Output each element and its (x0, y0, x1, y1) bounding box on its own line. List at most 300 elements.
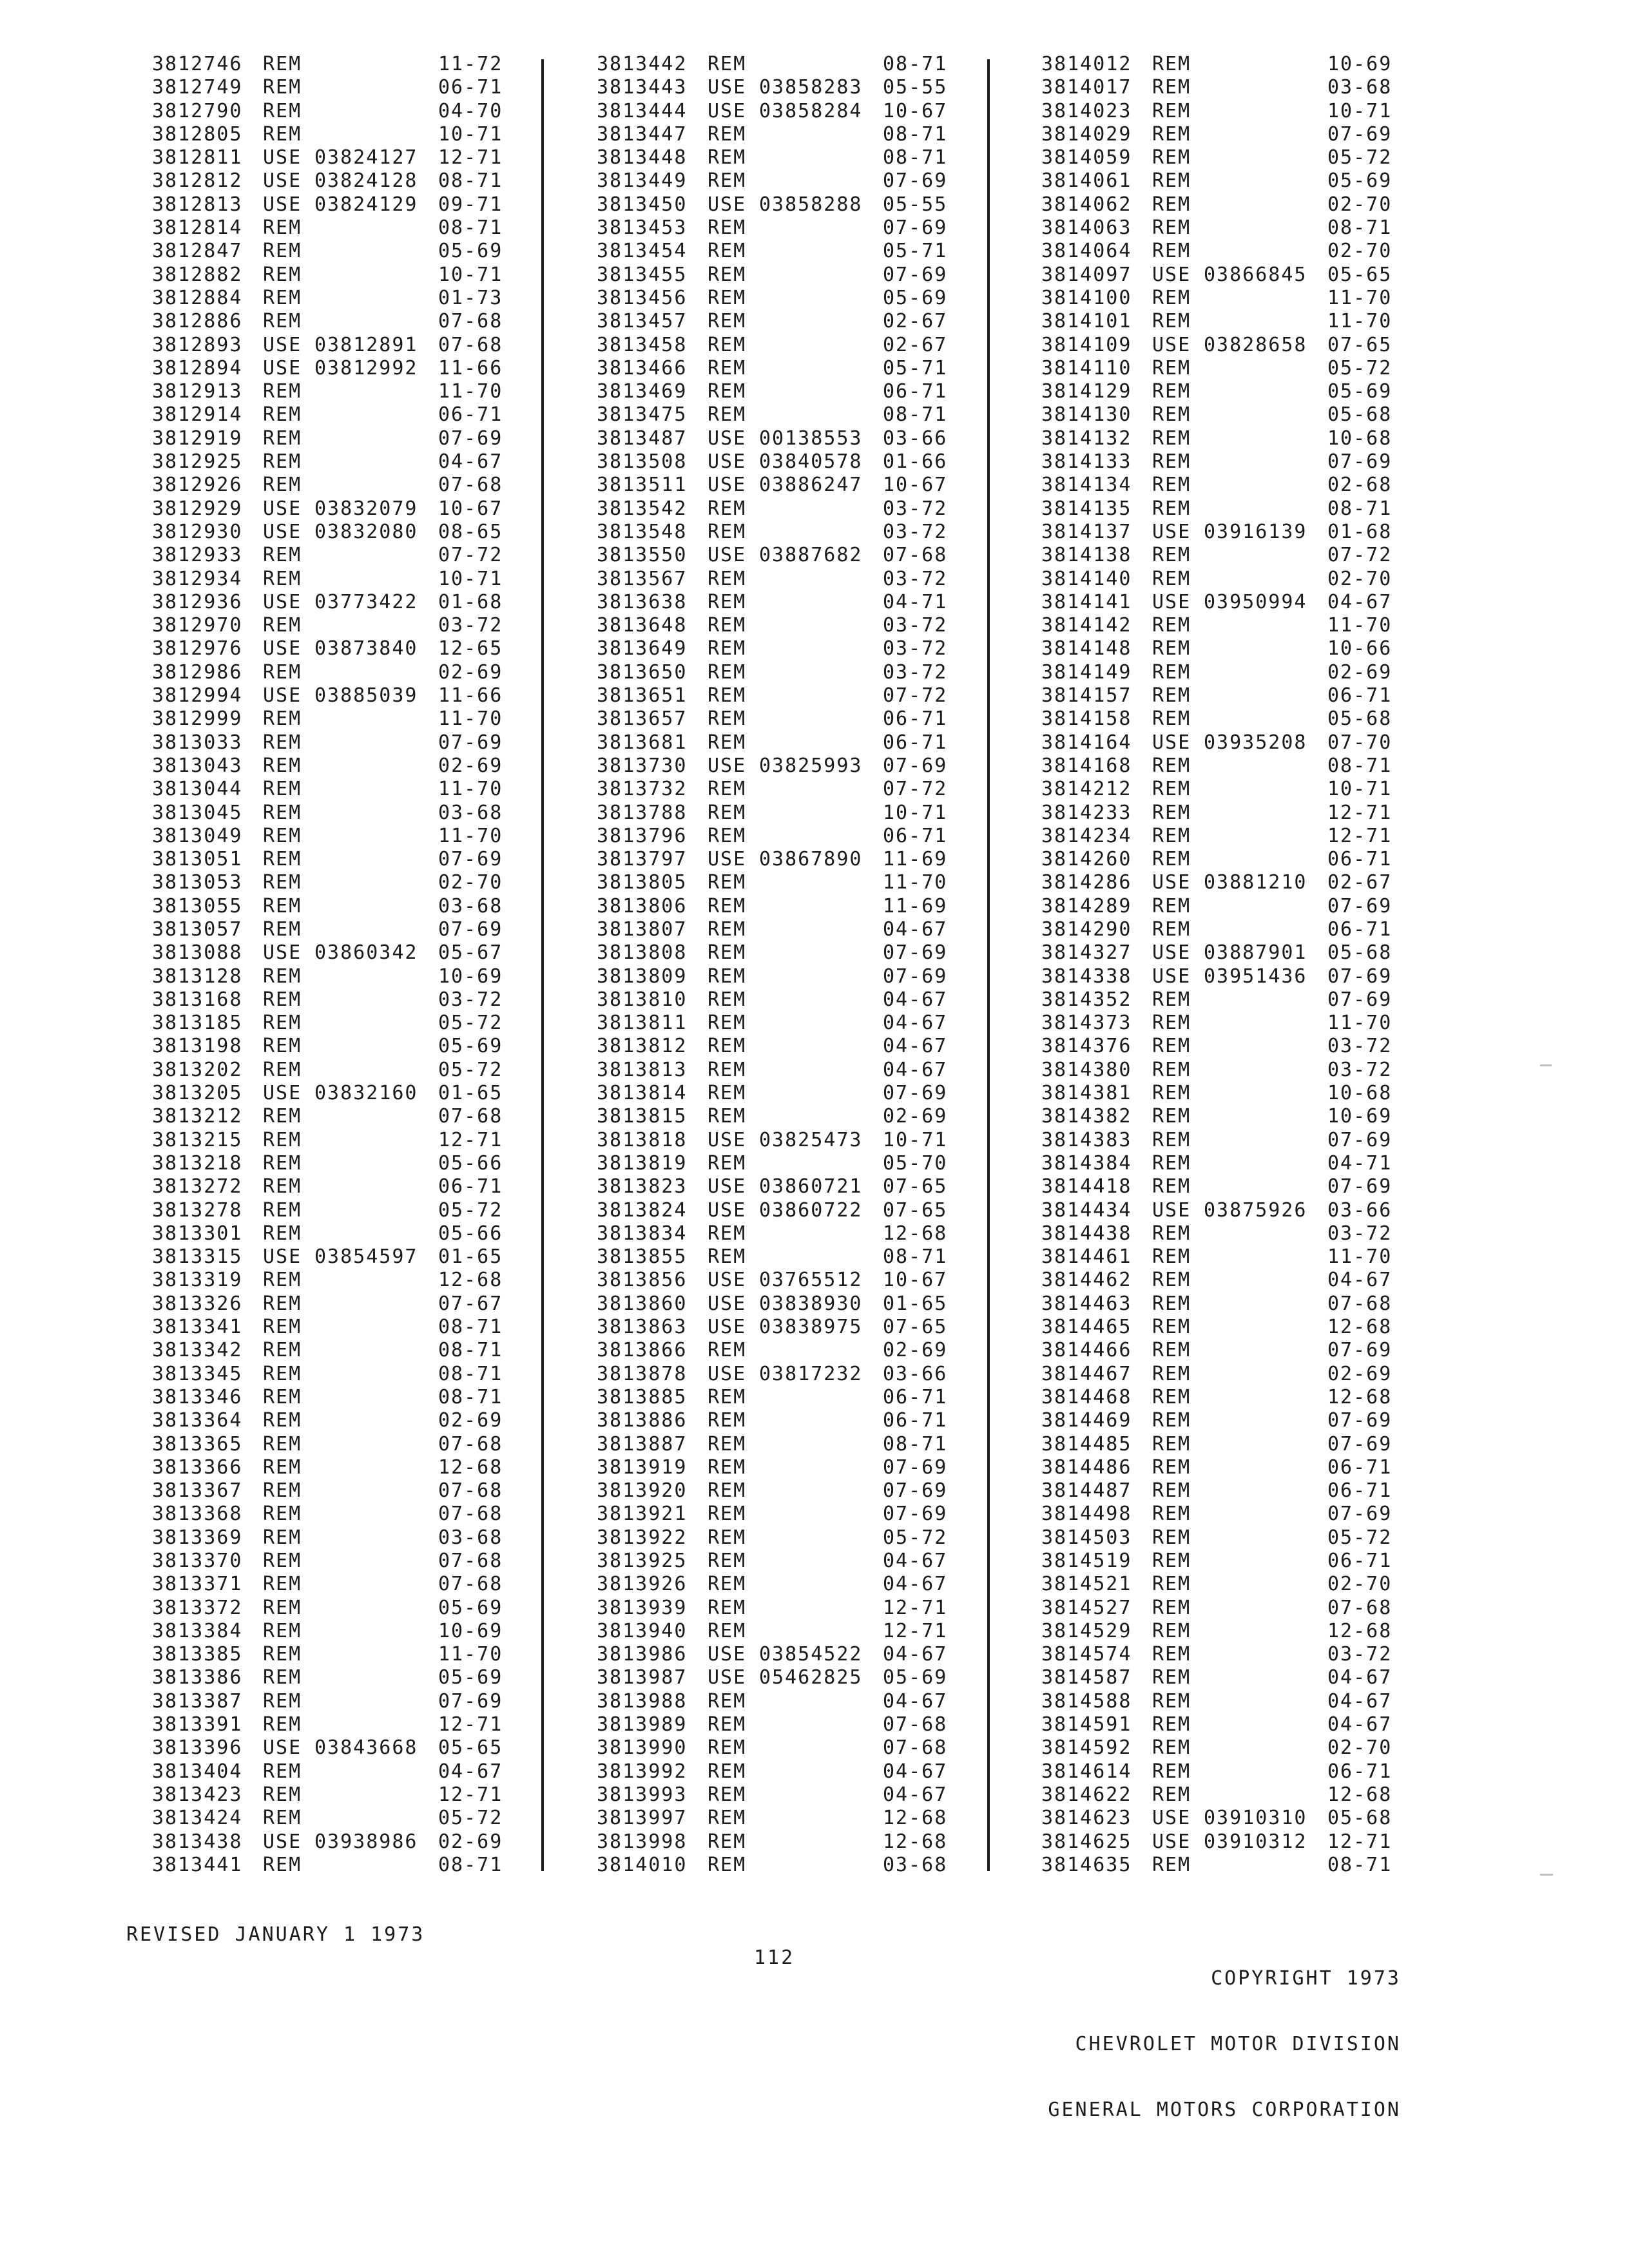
effective-date: 07-69 (1327, 1339, 1393, 1362)
action-code: REM (1152, 1105, 1191, 1128)
action-code: REM (263, 1292, 302, 1315)
effective-date: 02-67 (883, 310, 948, 333)
part-number: 3814290 (1041, 918, 1132, 941)
effective-date: 02-67 (883, 333, 948, 356)
effective-date: 08-71 (438, 1339, 503, 1362)
part-number: 3813341 (152, 1316, 243, 1339)
part-number: 3813051 (152, 848, 243, 871)
part-number: 3813998 (597, 1830, 688, 1853)
action-code: USE (1152, 263, 1191, 286)
part-number: 3814381 (1041, 1082, 1132, 1105)
part-number: 3814135 (1041, 497, 1132, 520)
action-code: REM (1152, 1596, 1191, 1619)
part-number: 3813856 (597, 1269, 688, 1292)
part-number: 3813508 (597, 450, 688, 474)
part-number: 3813986 (597, 1643, 688, 1666)
effective-date: 03-66 (883, 427, 948, 450)
part-number: 3814383 (1041, 1128, 1132, 1151)
effective-date: 07-67 (438, 1292, 503, 1315)
effective-date: 05-72 (1327, 146, 1393, 169)
action-code: USE (1152, 333, 1191, 356)
effective-date: 06-71 (1327, 918, 1393, 941)
action-code: REM (1152, 216, 1191, 240)
part-number: 3814635 (1041, 1853, 1132, 1876)
action-code: USE (708, 1269, 747, 1292)
action-code: REM (708, 1760, 747, 1783)
part-number: 3813366 (152, 1456, 243, 1479)
replacement-part-number: 03812992 (314, 356, 418, 380)
part-number: 3813391 (152, 1713, 243, 1736)
effective-date: 05-72 (438, 1198, 503, 1222)
part-number: 3814622 (1041, 1783, 1132, 1806)
replacement-part-number: 03860721 (759, 1175, 863, 1198)
action-code: REM (263, 660, 302, 684)
column-divider (541, 59, 544, 1871)
action-code: REM (1152, 988, 1191, 1011)
part-number: 3814591 (1041, 1713, 1132, 1736)
action-code: REM (708, 824, 747, 847)
effective-date: 04-67 (883, 1689, 948, 1713)
effective-date: 06-71 (1327, 1456, 1393, 1479)
part-number: 3813988 (597, 1689, 688, 1713)
part-number: 3812930 (152, 520, 243, 543)
part-number: 3813788 (597, 801, 688, 824)
effective-date: 05-68 (1327, 707, 1393, 731)
action-code: REM (708, 894, 747, 918)
part-number: 3814134 (1041, 474, 1132, 497)
part-number: 3814142 (1041, 614, 1132, 637)
effective-date: 10-67 (883, 474, 948, 497)
effective-date: 12-71 (438, 1783, 503, 1806)
effective-date: 12-71 (1327, 824, 1393, 847)
action-code: USE (263, 333, 302, 356)
part-number: 3813815 (597, 1105, 688, 1128)
part-number: 3813648 (597, 614, 688, 637)
effective-date: 04-67 (1327, 1689, 1393, 1713)
part-number: 3814438 (1041, 1222, 1132, 1245)
effective-date: 07-68 (1327, 1292, 1393, 1315)
action-code: REM (708, 637, 747, 660)
replacement-part-number: 03910312 (1204, 1830, 1307, 1853)
action-code: REM (708, 1573, 747, 1596)
effective-date: 07-69 (1327, 1128, 1393, 1151)
part-number: 3814129 (1041, 380, 1132, 403)
action-code: REM (263, 1012, 302, 1035)
effective-date: 10-71 (1327, 99, 1393, 122)
action-code: REM (1152, 53, 1191, 75)
part-number: 3814485 (1041, 1432, 1132, 1456)
action-code: REM (708, 1151, 747, 1175)
part-number: 3814110 (1041, 356, 1132, 380)
part-number: 3814587 (1041, 1666, 1132, 1689)
part-number: 3814373 (1041, 1012, 1132, 1035)
part-number: 3813342 (152, 1339, 243, 1362)
action-code: USE (708, 99, 747, 122)
effective-date: 02-69 (883, 1105, 948, 1128)
part-number: 3813371 (152, 1573, 243, 1596)
replacement-part-number: 03860722 (759, 1198, 863, 1222)
effective-date: 04-67 (883, 1783, 948, 1806)
part-number: 3814017 (1041, 76, 1132, 99)
effective-date: 07-68 (883, 1713, 948, 1736)
effective-date: 06-71 (1327, 1550, 1393, 1572)
action-code: REM (263, 286, 302, 309)
part-number: 3813808 (597, 941, 688, 965)
effective-date: 05-68 (1327, 941, 1393, 965)
action-code: USE (708, 193, 747, 216)
action-code: REM (708, 918, 747, 941)
part-number: 3814376 (1041, 1035, 1132, 1058)
effective-date: 06-71 (438, 76, 503, 99)
effective-date: 05-71 (883, 240, 948, 263)
part-number: 3814233 (1041, 801, 1132, 824)
effective-date: 07-72 (883, 684, 948, 707)
effective-date: 07-69 (438, 427, 503, 450)
effective-date: 10-68 (1327, 427, 1393, 450)
replacement-part-number: 03858284 (759, 99, 863, 122)
effective-date: 03-66 (1327, 1198, 1393, 1222)
action-code: REM (1152, 310, 1191, 333)
part-number: 3813550 (597, 544, 688, 567)
action-code: REM (1152, 684, 1191, 707)
action-code: REM (263, 1689, 302, 1713)
action-code: REM (263, 1222, 302, 1245)
effective-date: 07-69 (883, 263, 948, 286)
replacement-part-number: 03854597 (314, 1245, 418, 1269)
effective-date: 05-65 (1327, 263, 1393, 286)
effective-date: 11-70 (438, 824, 503, 847)
action-code: REM (708, 1432, 747, 1456)
replacement-part-number: 03828658 (1204, 333, 1307, 356)
action-code: USE (708, 427, 747, 450)
part-number: 3814164 (1041, 731, 1132, 754)
part-number: 3813813 (597, 1058, 688, 1081)
effective-date: 11-66 (438, 356, 503, 380)
part-number: 3813367 (152, 1479, 243, 1503)
part-number: 3814382 (1041, 1105, 1132, 1128)
effective-date: 10-67 (883, 1269, 948, 1292)
action-code: REM (708, 1105, 747, 1128)
part-number: 3814286 (1041, 871, 1132, 894)
part-number: 3812886 (152, 310, 243, 333)
action-code: REM (263, 1619, 302, 1642)
effective-date: 08-71 (438, 1316, 503, 1339)
action-code: REM (1152, 240, 1191, 263)
part-number: 3814466 (1041, 1339, 1132, 1362)
part-number: 3812934 (152, 567, 243, 590)
part-number: 3813424 (152, 1807, 243, 1830)
effective-date: 04-67 (1327, 1713, 1393, 1736)
action-code: REM (708, 707, 747, 731)
action-code: REM (708, 216, 747, 240)
part-number: 3813823 (597, 1175, 688, 1198)
action-code: REM (1152, 1689, 1191, 1713)
action-code: REM (708, 1550, 747, 1572)
action-code: USE (708, 1175, 747, 1198)
action-code: REM (708, 1619, 747, 1642)
action-code: REM (1152, 544, 1191, 567)
replacement-part-number: 03825993 (759, 754, 863, 777)
part-number: 3814157 (1041, 684, 1132, 707)
effective-date: 02-69 (438, 754, 503, 777)
action-code: REM (1152, 1058, 1191, 1081)
replacement-part-number: 03867890 (759, 848, 863, 871)
action-code: REM (1152, 567, 1191, 590)
action-code: REM (1152, 76, 1191, 99)
action-code: REM (708, 1807, 747, 1830)
part-number: 3813404 (152, 1760, 243, 1783)
action-code: REM (708, 871, 747, 894)
replacement-part-number: 03824127 (314, 146, 418, 169)
part-number: 3813887 (597, 1432, 688, 1456)
effective-date: 03-72 (883, 520, 948, 543)
effective-date: 08-71 (883, 403, 948, 427)
replacement-part-number: 03765512 (759, 1269, 863, 1292)
part-number: 3814574 (1041, 1643, 1132, 1666)
part-number: 3814059 (1041, 146, 1132, 169)
action-code: USE (708, 450, 747, 474)
effective-date: 03-72 (883, 497, 948, 520)
action-code: REM (1152, 1222, 1191, 1245)
scan-mark (1540, 1874, 1553, 1876)
part-number: 3814519 (1041, 1550, 1132, 1572)
part-number: 3813650 (597, 660, 688, 684)
action-code: REM (708, 122, 747, 146)
action-code: REM (1152, 356, 1191, 380)
effective-date: 10-68 (1327, 1082, 1393, 1105)
action-code: USE (708, 544, 747, 567)
part-number: 3813939 (597, 1596, 688, 1619)
effective-date: 02-70 (1327, 193, 1393, 216)
part-number: 3813797 (597, 848, 688, 871)
effective-date: 11-72 (438, 53, 503, 75)
part-number: 3813364 (152, 1409, 243, 1432)
part-number: 3813458 (597, 333, 688, 356)
action-code: REM (708, 1058, 747, 1081)
effective-date: 10-69 (438, 1619, 503, 1642)
action-code: REM (1152, 894, 1191, 918)
part-number: 3812811 (152, 146, 243, 169)
effective-date: 02-70 (1327, 1573, 1393, 1596)
action-code: REM (1152, 1012, 1191, 1035)
effective-date: 04-67 (883, 1643, 948, 1666)
action-code: REM (708, 240, 747, 263)
action-code: REM (263, 1058, 302, 1081)
effective-date: 11-70 (438, 778, 503, 801)
action-code: REM (708, 53, 747, 75)
part-number: 3813449 (597, 169, 688, 193)
effective-date: 12-71 (438, 146, 503, 169)
replacement-part-number: 03860342 (314, 941, 418, 965)
effective-date: 04-71 (1327, 1151, 1393, 1175)
action-code: REM (708, 1409, 747, 1432)
effective-date: 07-69 (883, 216, 948, 240)
part-number: 3814100 (1041, 286, 1132, 309)
effective-date: 07-68 (883, 1736, 948, 1760)
effective-date: 03-66 (883, 1362, 948, 1385)
part-number: 3813438 (152, 1830, 243, 1853)
action-code: REM (708, 1736, 747, 1760)
part-number: 3812847 (152, 240, 243, 263)
action-code: REM (1152, 1432, 1191, 1456)
action-code: REM (1152, 427, 1191, 450)
part-number: 3813812 (597, 1035, 688, 1058)
action-code: REM (708, 1456, 747, 1479)
effective-date: 08-71 (438, 216, 503, 240)
part-number: 3813454 (597, 240, 688, 263)
action-code: REM (263, 1269, 302, 1292)
effective-date: 07-69 (883, 1503, 948, 1526)
effective-date: 02-67 (1327, 871, 1393, 894)
action-code: USE (708, 1362, 747, 1385)
action-code: USE (263, 1082, 302, 1105)
effective-date: 06-71 (883, 1409, 948, 1432)
action-code: REM (1152, 1385, 1191, 1408)
part-number: 3814352 (1041, 988, 1132, 1011)
action-code: REM (263, 1479, 302, 1503)
replacement-part-number: 03832160 (314, 1082, 418, 1105)
part-number: 3813049 (152, 824, 243, 847)
part-number: 3813818 (597, 1128, 688, 1151)
action-code: REM (1152, 637, 1191, 660)
replacement-part-number: 03951436 (1204, 965, 1307, 988)
part-number: 3813045 (152, 801, 243, 824)
effective-date: 02-68 (1327, 474, 1393, 497)
action-code: USE (1152, 1807, 1191, 1830)
effective-date: 11-66 (438, 684, 503, 707)
action-code: REM (708, 660, 747, 684)
action-code: REM (263, 965, 302, 988)
part-number: 3813043 (152, 754, 243, 777)
action-code: REM (263, 731, 302, 754)
effective-date: 06-71 (883, 731, 948, 754)
part-number: 3813855 (597, 1245, 688, 1269)
action-code: REM (263, 1151, 302, 1175)
action-code: REM (263, 1316, 302, 1339)
action-code: REM (708, 356, 747, 380)
part-number: 3813989 (597, 1713, 688, 1736)
action-code: REM (1152, 1128, 1191, 1151)
replacement-part-number: 03910310 (1204, 1807, 1307, 1830)
action-code: REM (708, 520, 747, 543)
replacement-part-number: 03950994 (1204, 590, 1307, 613)
effective-date: 04-67 (438, 1760, 503, 1783)
action-code: REM (1152, 1713, 1191, 1736)
replacement-part-number: 03824128 (314, 169, 418, 193)
replacement-part-number: 03875926 (1204, 1198, 1307, 1222)
action-code: USE (708, 1316, 747, 1339)
effective-date: 01-65 (438, 1082, 503, 1105)
copyright-line: CHEVROLET MOTOR DIVISION (1075, 2033, 1401, 2055)
effective-date: 08-71 (1327, 216, 1393, 240)
action-code: USE (708, 76, 747, 99)
replacement-part-number: 05462825 (759, 1666, 863, 1689)
effective-date: 03-72 (1327, 1058, 1393, 1081)
replacement-part-number: 03773422 (314, 590, 418, 613)
effective-date: 08-71 (1327, 754, 1393, 777)
page-number: 112 (754, 1946, 795, 1969)
action-code: REM (263, 1035, 302, 1058)
action-code: REM (263, 848, 302, 871)
part-number: 3812812 (152, 169, 243, 193)
action-code: REM (708, 778, 747, 801)
effective-date: 10-69 (1327, 1105, 1393, 1128)
copyright-line: COPYRIGHT 1973 (1211, 1967, 1401, 1990)
effective-date: 07-69 (438, 731, 503, 754)
replacement-part-number: 03935208 (1204, 731, 1307, 754)
effective-date: 12-71 (438, 1128, 503, 1151)
effective-date: 01-65 (883, 1292, 948, 1315)
effective-date: 07-69 (438, 918, 503, 941)
action-code: REM (708, 731, 747, 754)
part-number: 3813657 (597, 707, 688, 731)
action-code: REM (1152, 497, 1191, 520)
action-code: USE (1152, 965, 1191, 988)
part-number: 3813919 (597, 1456, 688, 1479)
effective-date: 10-67 (883, 99, 948, 122)
part-number: 3813212 (152, 1105, 243, 1128)
part-number: 3814212 (1041, 778, 1132, 801)
action-code: REM (708, 1503, 747, 1526)
action-code: REM (263, 1385, 302, 1408)
action-code: REM (1152, 1736, 1191, 1760)
effective-date: 08-71 (438, 1385, 503, 1408)
part-number: 3814380 (1041, 1058, 1132, 1081)
part-number: 3814625 (1041, 1830, 1132, 1853)
action-code: REM (263, 988, 302, 1011)
part-number: 3814168 (1041, 754, 1132, 777)
action-code: REM (263, 778, 302, 801)
effective-date: 11-70 (438, 380, 503, 403)
part-number: 3813372 (152, 1596, 243, 1619)
action-code: REM (708, 497, 747, 520)
part-number: 3812925 (152, 450, 243, 474)
action-code: REM (263, 894, 302, 918)
effective-date: 01-66 (883, 450, 948, 474)
effective-date: 04-67 (1327, 1666, 1393, 1689)
effective-date: 07-69 (883, 169, 948, 193)
part-number: 3813987 (597, 1666, 688, 1689)
replacement-part-number: 03825473 (759, 1128, 863, 1151)
part-number: 3813805 (597, 871, 688, 894)
action-code: REM (263, 216, 302, 240)
action-code: USE (708, 1292, 747, 1315)
part-number: 3814384 (1041, 1151, 1132, 1175)
replacement-part-number: 03885039 (314, 684, 418, 707)
part-number: 3812994 (152, 684, 243, 707)
part-number: 3812936 (152, 590, 243, 613)
part-number: 3814133 (1041, 450, 1132, 474)
part-number: 3813475 (597, 403, 688, 427)
effective-date: 01-68 (438, 590, 503, 613)
effective-date: 07-69 (1327, 1503, 1393, 1526)
effective-date: 08-71 (1327, 1853, 1393, 1876)
effective-date: 12-68 (1327, 1619, 1393, 1642)
effective-date: 10-71 (438, 122, 503, 146)
action-code: REM (263, 801, 302, 824)
action-code: REM (1152, 1456, 1191, 1479)
action-code: REM (1152, 193, 1191, 216)
action-code: REM (263, 1128, 302, 1151)
effective-date: 07-69 (1327, 1432, 1393, 1456)
part-number: 3813202 (152, 1058, 243, 1081)
effective-date: 07-68 (883, 544, 948, 567)
part-number: 3813053 (152, 871, 243, 894)
action-code: USE (1152, 941, 1191, 965)
effective-date: 06-71 (1327, 1760, 1393, 1783)
part-number: 3812999 (152, 707, 243, 731)
action-code: REM (263, 403, 302, 427)
